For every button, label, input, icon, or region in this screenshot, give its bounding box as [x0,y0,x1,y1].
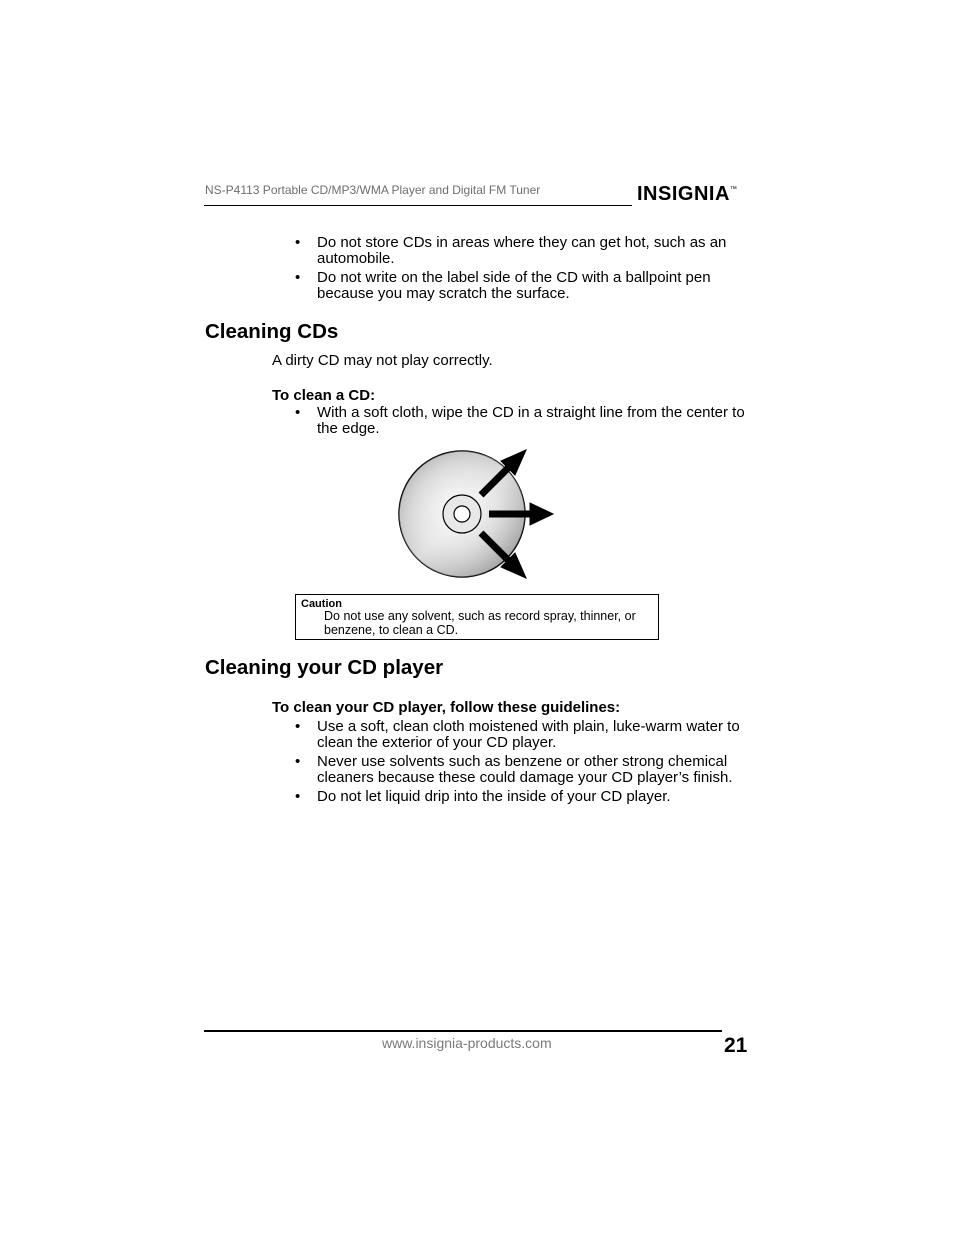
list-item [295,789,755,805]
section-heading-cleaning-player: Cleaning your CD player [205,656,444,679]
footer-rule [204,1030,722,1032]
list-item [295,405,750,436]
cleaning-player-bullet-list [295,719,755,809]
list-item [295,754,755,785]
cleaning-cds-subheading: To clean a CD: [272,387,376,404]
list-item-text: Do not let liquid drip into the inside of your CD player. [317,788,671,805]
cleaning-cds-bullet-list [295,405,750,440]
cleaning-cds-intro: A dirty CD may not play correctly. [272,352,493,369]
insignia-logo [637,183,737,206]
caution-text: Do not use any solvent, such as record spray, thinner, or benzene, to clean a CD. [324,609,636,637]
list-item-text: Do not write on the label side of the CD with a ballpoint pen because you may scratch the surface. [317,269,711,302]
list-item [295,270,750,301]
caution-title: Caution [301,598,342,610]
running-header: NS-P4113 Portable CD/MP3/WMA Player and Digital FM Tuner [205,183,541,197]
list-item-text: Do not store CDs in areas where they can get hot, such as an automobile. [317,234,727,267]
list-item [295,235,750,266]
list-item [295,719,755,750]
caution-box [295,594,659,640]
list-item-text: Use a soft, clean cloth moistened with plain, luke-warm water to clean the exterior of your CD player. [317,718,740,751]
cd-cleaning-illustration [390,445,565,585]
page-number: 21 [724,1034,748,1057]
footer-url: www.insignia-products.com [382,1035,552,1051]
bullet-char: • [295,404,301,421]
bullet-char: • [295,269,301,286]
logo-trademark: ™ [729,186,738,193]
logo-text: INSIGNIA [637,183,730,205]
section-heading-cleaning-cds: Cleaning CDs [205,320,339,343]
bullet-char: • [295,753,301,770]
bullet-char: • [295,718,301,735]
list-item-text: With a soft cloth, wipe the CD in a straight line from the center to the edge. [317,404,745,437]
bullet-char: • [295,788,301,805]
header-rule [204,205,632,206]
bullet-char: • [295,234,301,251]
storage-bullet-list [295,235,750,305]
cleaning-player-subheading: To clean your CD player, follow these guidelines: [272,699,621,716]
list-item-text: Never use solvents such as benzene or other strong chemical cleaners because these could damage your CD player’s finish. [317,753,733,786]
